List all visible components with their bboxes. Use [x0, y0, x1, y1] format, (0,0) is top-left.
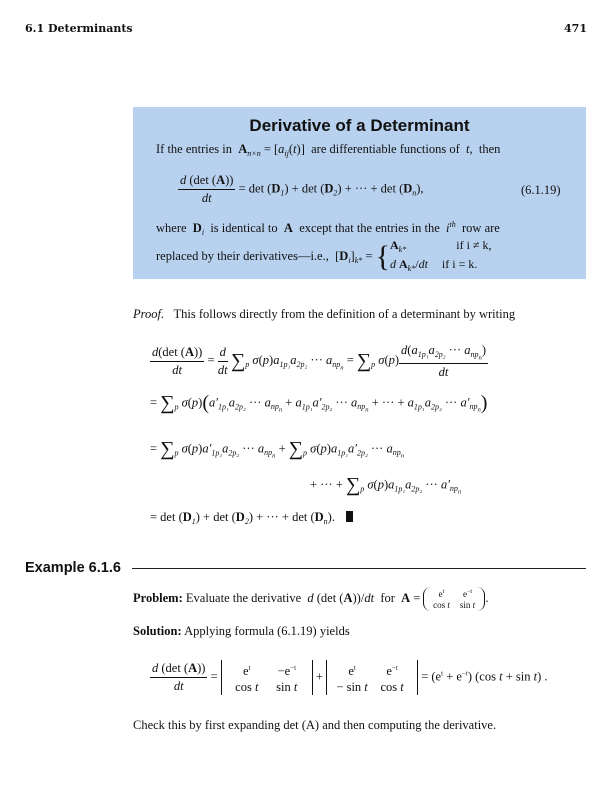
- proof-equation-5: = $\det (D_1) + \det (D_2)$ + ··· + $\det (D_n)$.: [150, 510, 353, 526]
- problem-label: Problem:: [133, 590, 183, 605]
- main-equation: $\frac{d (\det (A))}{dt}$ = $\det (D_1) + \det (D_2)$ + ··· + $\det (D_n)$,: [180, 173, 424, 205]
- solution-equation: $\frac{d (\det (A))}{dt}$ = $e^t -e^{-t}$ cos t sin t + $e^t$ $e^{-t}$ − sin t cos t = $(e^t + e^{-t})$ (cos t + sin t) .: [152, 661, 548, 695]
- proof-equation-1: $\frac{d(\det (A))}{dt}$ = $\frac{d}{dt}$ $\sum_p$ $\sigma(p)a_{1p_1}a_{2p_2}$ ··· $a_{np_n} = \sum_p$ σ(p) $\frac{d(a_{1p_1}a_{2p_2} \cdot\cdot\cdot a_{np_n})}{dt}$: [152, 343, 487, 379]
- check-line: Check this by first expanding det (A) and then computing the derivative.: [133, 718, 497, 732]
- where-line: where $D_i$ is identical to A except that the entries in the $i^{th}$ row are: [156, 220, 500, 237]
- proof-equation-3: = $\sum_p$ $\sigma(p)a'_{1p_1}a_{2p_2}$ ··· $a_{np_n} + \sum_p$ $\sigma(p)a_{1p_1}a'_{2p_2}$ ··· $a_{np_n}$: [150, 438, 405, 460]
- where-text-d: row are: [462, 221, 500, 235]
- case2-condition: if i = k.: [441, 257, 478, 271]
- proof-equation-4: + ··· + $\sum_p$ $\sigma(p)a_{1p_1}a_{2p_2}$ ··· $a'_{np_n}$: [310, 474, 462, 496]
- proof-label: Proof.: [133, 307, 165, 321]
- theorem-title: Derivative of a Determinant: [249, 116, 470, 135]
- solution-text: Applying formula (6.1.19) yields: [184, 624, 350, 638]
- problem-for: for: [380, 590, 395, 605]
- proof-text: This follows directly from the definition of a determinant by writing: [173, 307, 516, 321]
- equation-number: (6.1.19): [521, 183, 561, 197]
- theorem-intro: If the entries in $A_{n\times n} = [a_{ij}(t)]$ are differentiable functions of t, then: [156, 142, 501, 158]
- where-text-c: except that the entries in the: [299, 221, 440, 235]
- problem-text: Evaluate the derivative: [185, 590, 302, 605]
- intro-text-a: If the entries in: [156, 142, 233, 156]
- where-text-b: is identical to: [210, 221, 278, 235]
- intro-text-c: then: [478, 142, 501, 156]
- replaced-line: replaced by their derivatives—i.e., $[D_i]_{k*}$ = { $A_{k*}$ if i ≠ k, d $A_{k*}/dt$ if i = k.: [156, 238, 492, 273]
- problem-line: Problem: Evaluate the derivative d (det (A))/dt for A = $e^t$ $e^{-t}$ cos t sin t .: [133, 589, 489, 610]
- qed-square-icon: [346, 511, 353, 522]
- determinant-1: $e^t -e^{-t}$ cos t sin t: [221, 660, 313, 695]
- intro-text-b: are differentiable functions of: [311, 142, 460, 156]
- solution-line: [133, 624, 350, 639]
- page-number: 471: [564, 22, 587, 35]
- theorem-box: [133, 107, 586, 279]
- proof-equation-2: = $\sum_p$ $\sigma(p)(a'_{1p_1}a_{2p_2}$ ··· $a_{np_n} + a_{1p_1}a'_{2p_2}$ ··· $a_{np_n}$ + ··· + $a_{1p_1}a_{2p_2}$ ··· $a'_{np_n}$): [150, 392, 488, 414]
- example-title: Example 6.1.6: [25, 560, 121, 576]
- proof-line: [133, 307, 515, 322]
- example-matrix: $e^t$ $e^{-t}$ cos t sin t: [423, 587, 485, 611]
- determinant-2: $e^t$ $e^{-t}$ − sin t cos t: [326, 660, 418, 695]
- solution-label: Solution:: [133, 624, 182, 638]
- case1-condition: if i ≠ k,: [456, 238, 492, 252]
- replaced-text: replaced by their derivatives—i.e.,: [156, 248, 329, 263]
- where-text-a: where: [156, 221, 187, 235]
- example-rule: [132, 568, 586, 569]
- running-header-section: 6.1 Determinants: [25, 22, 133, 35]
- matrix-symbol: A: [238, 142, 248, 156]
